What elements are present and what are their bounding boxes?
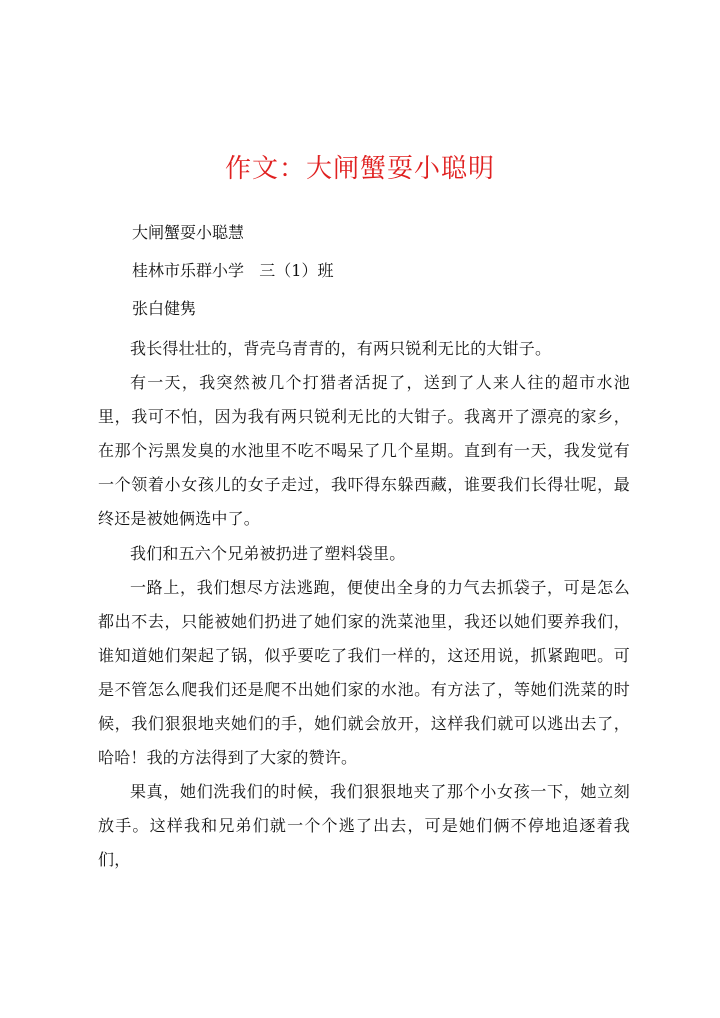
document-title: 作文：大闸蟹耍小聪明: [224, 154, 495, 184]
author-name: 张白健隽: [132, 299, 197, 318]
essay-paragraph: 我长得壮壮的，背壳乌青青的，有两只锐利无比的大钳子。: [130, 339, 552, 358]
essay-body: [98, 332, 630, 878]
essay-subtitle: 大闸蟹耍小聪慧: [132, 223, 245, 242]
essay-paragraph: 果真，她们洗我们的时候，我们狠狠地夹了那个小女孩一下，她立刻放手。这样我和兄弟们就一个个逃了出去，可是她们俩不停地追逐着我们，: [98, 782, 630, 870]
essay-paragraph: 有一天，我突然被几个打猎者活捉了，送到了人来人往的超市水池里，我可不怕，因为我有两只锐利无比的大钳子。我离开了漂亮的家乡，在那个污黑发臭的水池里不吃不喝呆了几个星期。直到有一天，我发觉有一个领着小女孩儿的女子走过，我吓得东躲西藏，谁要我们长得壮呢，最终还是被她俩选中了。: [98, 373, 630, 529]
essay-paragraph: 一路上，我们想尽方法逃跑，便使出全身的力气去抓袋子，可是怎么都出不去，只能被她们扔进了她们家的洗菜池里，我还以她们要养我们，谁知道她们架起了锅，似乎要吃了我们一样的，这还用说，抓紧跑吧。可是不管怎么爬我们还是爬不出她们家的水池。有方法了，等她们洗菜的时候，我们狠狠地夹她们的手，她们就会放开，这样我们就可以逃出去了，哈哈！我的方法得到了大家的赞许。: [98, 577, 630, 768]
school-class-line: 桂林市乐群小学 三（1）班: [132, 261, 334, 280]
essay-paragraph: 我们和五六个兄弟被扔进了塑料袋里。: [130, 543, 406, 563]
